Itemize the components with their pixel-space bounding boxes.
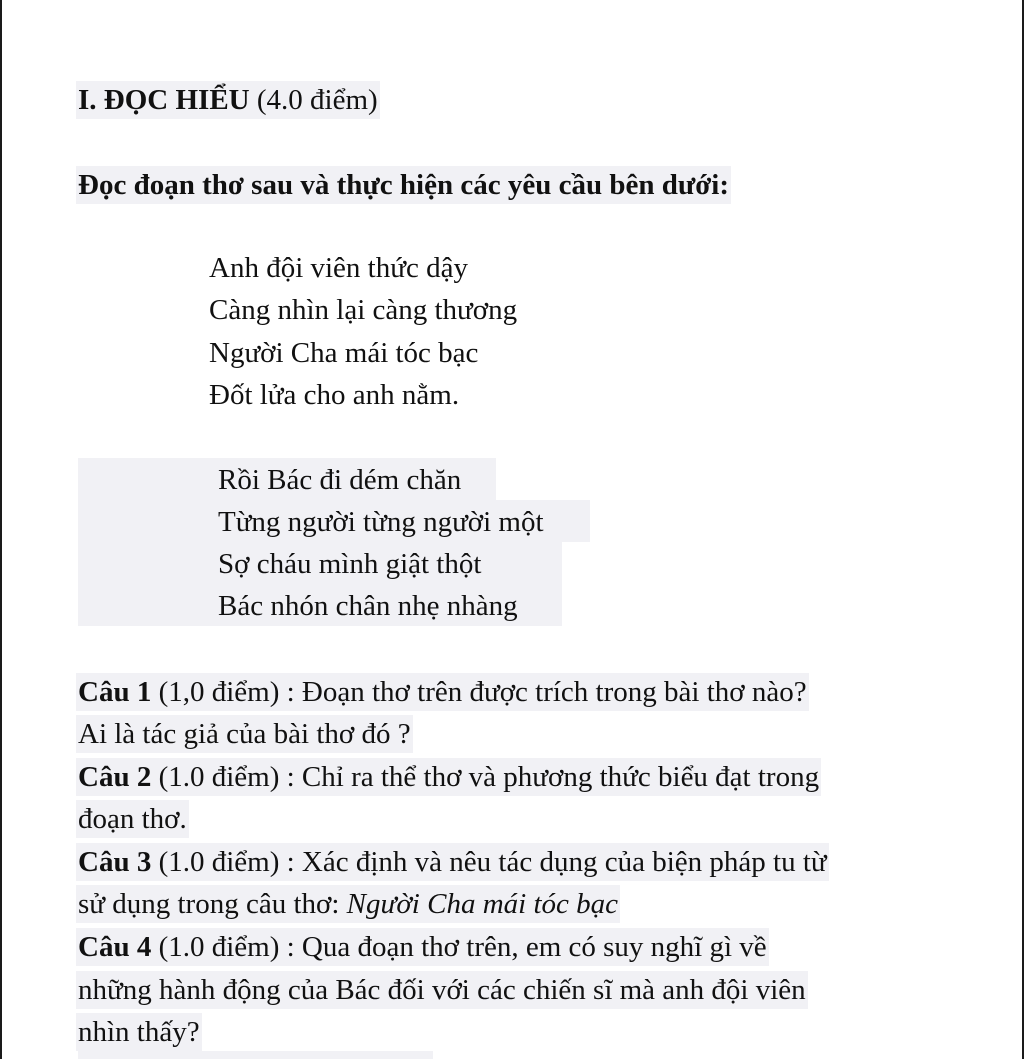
section-title-bold: I. ĐỌC HIỂU	[78, 84, 250, 116]
question-4-label: Câu 4	[78, 931, 152, 963]
poem-line: Người Cha mái tóc bạc	[209, 337, 479, 369]
question-2-text: (1.0 điểm) : Chỉ ra thể thơ và phương thức biểu đạt trong	[151, 761, 820, 793]
section-title-points: (4.0 điểm)	[249, 84, 378, 116]
next-line-fragment	[78, 1051, 433, 1059]
question-1	[76, 673, 809, 711]
question-2-line2: đoạn thơ.	[76, 800, 189, 838]
question-3-label: Câu 3	[78, 846, 152, 878]
poem-line: Từng người từng người một	[218, 506, 544, 538]
question-2-label: Câu 2	[78, 761, 152, 793]
question-4-line2: những hành động của Bác đối với các chiến sĩ mà anh đội viên	[76, 971, 808, 1009]
instruction-text: Đọc đoạn thơ sau và thực hiện các yêu cầu bên dưới:	[78, 169, 729, 201]
poem-line: Đốt lửa cho anh nằm.	[209, 379, 460, 411]
instruction	[76, 166, 731, 204]
question-1-label: Câu 1	[78, 676, 152, 708]
question-3-line2	[76, 885, 620, 923]
question-3	[76, 843, 829, 881]
question-4-line3: nhìn thấy?	[76, 1013, 202, 1051]
poem-line: Anh đội viên thức dậy	[209, 252, 468, 284]
question-1-text: (1,0 điểm) : Đoạn thơ trên được trích trong bài thơ nào?	[151, 676, 807, 708]
poem-line: Sợ cháu mình giật thột	[218, 548, 482, 580]
section-title	[76, 81, 380, 119]
page-border-left	[0, 0, 2, 1059]
poem-line: Càng nhìn lại càng thương	[209, 294, 518, 326]
question-3-text: (1.0 điểm) : Xác định và nêu tác dụng của biện pháp tu từ	[151, 846, 827, 878]
question-4-text: (1.0 điểm) : Qua đoạn thơ trên, em có suy nghĩ gì về	[151, 931, 767, 963]
question-4	[76, 928, 769, 966]
poem-line: Rồi Bác đi dém chăn	[218, 464, 462, 496]
question-3-quote: Người Cha mái tóc bạc	[346, 888, 619, 920]
question-2	[76, 758, 821, 796]
question-3-line2-text: sử dụng trong câu thơ:	[78, 888, 347, 920]
question-1-line2: Ai là tác giả của bài thơ đó ?	[76, 715, 413, 753]
poem-line: Bác nhón chân nhẹ nhàng	[218, 590, 518, 622]
